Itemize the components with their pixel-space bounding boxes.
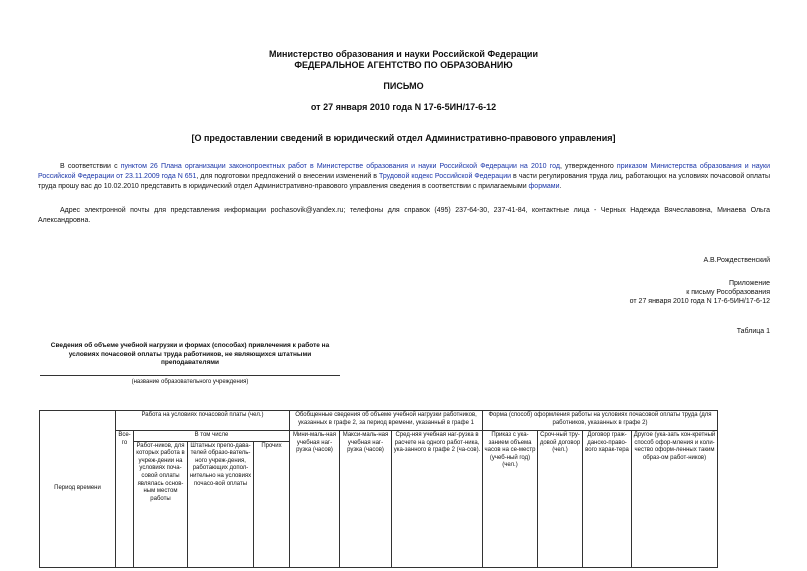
min-load-header: Мини-маль-ная учебная наг-рузка (часов) xyxy=(290,431,340,568)
group-workload: Обобщенные сведения об объеме учебной нагрузки работников, указанных в графе 2, за период времени, указанный в графе 1 xyxy=(290,411,483,431)
ministry-name: Министерство образования и науки Российской Федерации xyxy=(269,49,538,59)
data-table xyxy=(39,410,718,568)
main-job-header: Работ-ников, для которых работа в учреж-дении на условиях поча-совой оплаты являлась основ-ным местом работы xyxy=(134,441,188,567)
fixed-term-contract-header: Сроч-ный тру-довой договор (чел.) xyxy=(538,431,583,568)
avg-load-header: Сред-няя учебная наг-рузка в расчете на одного работ-ника, ука-занного в графе 2 (ча-сов). xyxy=(392,431,483,568)
forms-link[interactable]: формами xyxy=(528,183,560,190)
document-date: от 27 января 2010 года N 17-6-5ИН/17-6-12 xyxy=(310,102,497,112)
including-header: В том числе xyxy=(134,431,290,442)
form-title: Сведения об объеме учебной нагрузки и формах (способах) привлечения к работе на условиях почасовой оплаты труда работников, не являющихся штатными преподавателями xyxy=(50,342,330,366)
p1-text-5: . xyxy=(559,183,562,190)
total-header: Все-го xyxy=(116,431,134,568)
order-header: Приказ с ука-занием объема часов на се-местр (учеб-ный год) (чел.) xyxy=(483,431,538,568)
contact-info: Адрес электронной почты для представления информации pochasovik@yandex.ru; телефоны для справок (495) 237-64-30, 237-41-84, контактные лица - Черных Надежда Вячеславовна, Минаева Ольга Александровна. xyxy=(38,207,770,224)
other-header: Другое (ука-зать кон-кретный способ офор-мления и коли-чество оформ-ленных таким образ-ом работ-ников) xyxy=(632,431,718,568)
p1-text-3: , для подготовки предложений о внесении изменений в xyxy=(196,173,379,180)
group-registration-form: Форма (способ) оформления работы на условиях почасовой оплаты труда (для работников, указанных в графе 2) xyxy=(483,411,718,431)
group-hourly-work: Работа на условиях почасовой платы (чел.) xyxy=(116,411,290,431)
others-header: Прочих xyxy=(254,441,290,567)
max-load-header: Макси-маль-ная учебная наг-рузка (часов) xyxy=(340,431,392,568)
org-name-caption: (название образовательного учреждения) xyxy=(131,379,249,385)
signature: А.В.Рождественский xyxy=(703,257,770,264)
document-subject: [О предоставлении сведений в юридический отдел Административно-правового управления] xyxy=(191,133,616,143)
order-link[interactable]: приказом Министерства образования и науки Российской Федерации от 23.11.2009 года N 651 xyxy=(38,163,771,180)
staff-teachers-header: Штатных препо-дава-телей образо-ватель-ного учреж-дения, работающих допол-нительно на условиях почасо-вой оплаты xyxy=(188,441,254,567)
agency-name: ФЕДЕРАЛЬНОЕ АГЕНТСТВО ПО ОБРАЗОВАНИЮ xyxy=(294,60,513,70)
labor-code-link[interactable]: Трудовой кодекс Российской Федерации xyxy=(378,173,512,180)
period-header: Период времени xyxy=(40,411,116,568)
appendix-letter-ref: к письму Рособразования xyxy=(686,289,770,296)
body-paragraph-1 xyxy=(38,162,770,192)
appendix-title: Приложение xyxy=(728,280,770,287)
p1-text-4: в части регулирования труда лиц, работающих на условиях почасовой оплаты труда прошу вас до 10.02.2010 представить в юридический отдел Административно-правового управления сведения в соответствии с прилагаемыми xyxy=(38,173,770,190)
body-paragraph-2 xyxy=(38,206,770,226)
org-name-line xyxy=(40,375,340,376)
p1-text-1: В соответствии с xyxy=(60,163,121,170)
civil-contract-header: Договор граж-данско-право-вого харак-тера xyxy=(583,431,632,568)
document-type: ПИСЬМО xyxy=(383,81,424,91)
appendix-date: от 27 января 2010 года N 17-6-5ИН/17-6-12 xyxy=(629,298,770,305)
p1-text-2: , утвержденного xyxy=(559,163,617,170)
table-label: Таблица 1 xyxy=(736,328,770,335)
plan-link[interactable]: пунктом 26 Плана организации законопроектных работ в Министерстве образования и науки Российской Федерации на 2010 год xyxy=(120,163,560,170)
